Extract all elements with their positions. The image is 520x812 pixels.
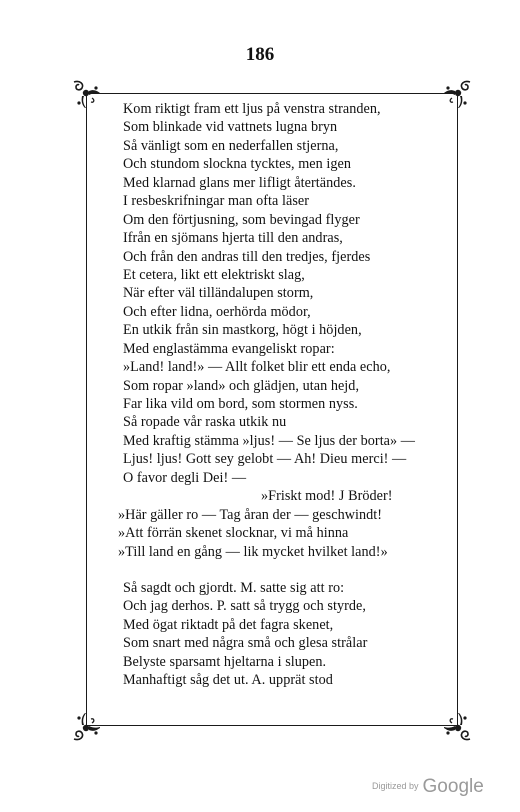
poem-line: Som snart med några små och glesa strålar bbox=[123, 635, 368, 652]
watermark-prefix: Digitized by bbox=[372, 781, 419, 791]
poem-line: Med kraftig stämma »ljus! — Se ljus der borta» — bbox=[123, 432, 416, 449]
poem-line: Och stundom slockna tycktes, men igen bbox=[123, 156, 352, 173]
google-logo: Google bbox=[422, 776, 484, 797]
poem-line: »Till land en gång — lik mycket hvilket land!» bbox=[118, 543, 388, 560]
poem-line: O favor degli Dei! — bbox=[123, 469, 247, 486]
poem-line: Som blinkade vid vattnets lugna bryn bbox=[123, 119, 338, 136]
poem-line: Et cetera, likt ett elektriskt slag, bbox=[123, 266, 305, 283]
poem-line: Belyste sparsamt hjeltarna i slupen. bbox=[123, 653, 327, 670]
poem-line: »Land! land!» — Allt folket blir ett enda echo, bbox=[123, 359, 391, 376]
poem-line: En utkik från sin mastkorg, högt i höjden, bbox=[123, 322, 362, 339]
poem-line: I resbeskrifningar man ofta läser bbox=[123, 193, 310, 210]
poem-line: Far lika vild om bord, som stormen nyss. bbox=[123, 396, 358, 412]
page-number: 186 bbox=[245, 44, 275, 65]
poem-line: Så ropade vår raska utkik nu bbox=[123, 414, 287, 431]
poem-line: Med klarnad glans mer lifligt återtändes. bbox=[123, 174, 356, 191]
poem-line: »Friskt mod! J Bröder! bbox=[261, 488, 393, 505]
corner-ornament-icon bbox=[70, 709, 104, 743]
poem-line: Med ögat riktadt på det fagra skenet, bbox=[123, 616, 334, 633]
corner-ornament-icon bbox=[440, 709, 474, 743]
poem-line: Ljus! ljus! Gott sey gelobt — Ah! Dieu merci! — bbox=[123, 451, 407, 468]
stanza-break bbox=[123, 561, 453, 579]
poem-line: Med englastämma evangeliskt ropar: bbox=[123, 340, 335, 357]
poem-line: Så sagdt och gjordt. M. satte sig att ro: bbox=[123, 579, 345, 596]
poem-line: »Att förrän skenet slocknar, vi må hinna bbox=[118, 525, 349, 542]
poem-line: Ifrån en sjömans hjerta till den andras, bbox=[123, 230, 343, 247]
poem-line: Och jag derhos. P. satt så trygg och styrde, bbox=[123, 598, 366, 615]
digitized-by-google-watermark bbox=[372, 776, 484, 798]
poem-line: »Här gäller ro — Tag åran der — geschwindt! bbox=[118, 506, 383, 523]
poem-line: Om den förtjusning, som bevingad flyger bbox=[123, 211, 360, 228]
poem-line: Kom riktigt fram ett ljus på venstra stranden, bbox=[123, 101, 381, 117]
poem-line: Och från den andras till den tredjes, fjerdes bbox=[123, 248, 371, 265]
poem-text bbox=[118, 100, 453, 690]
poem-line: Manhaftigt såg det ut. A. upprät stod bbox=[123, 672, 333, 689]
corner-ornament-icon bbox=[70, 78, 104, 112]
poem-line: Som ropar »land» och glädjen, utan hejd, bbox=[123, 377, 360, 394]
poem-line: Och efter lidna, oerhörda mödor, bbox=[123, 303, 311, 320]
poem-line: Så vänligt som en nederfallen stjerna, bbox=[123, 137, 339, 154]
poem-line: När efter väl tilländalupen storm, bbox=[123, 285, 314, 302]
